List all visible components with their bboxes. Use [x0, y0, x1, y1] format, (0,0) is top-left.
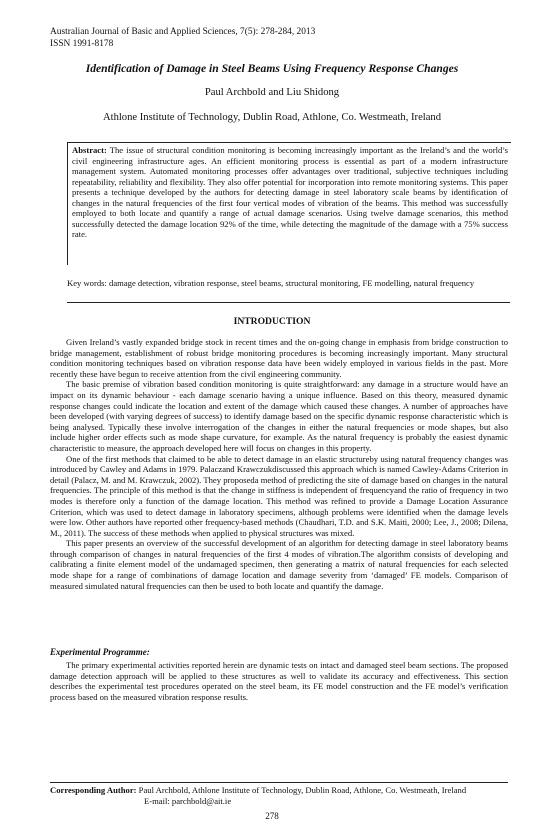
keywords-label: Key words:	[67, 278, 107, 288]
experimental-body	[50, 660, 508, 702]
corresponding-label: Corresponding Author:	[50, 785, 137, 795]
intro-paragraph-2: The basic premise of vibration based condition monitoring is quite straightforward: any damage in a structure would have an impact on its dynamic behaviour - each damage scenario having a unique influence. Based on this theory, measured dynamic response changes could indicate the location and extent of the damage which caused these changes. A number of approaches have been developed (with varying degrees of success) to identify damage based on the specific dynamic response characteristic which is being analysed. Typically these involve interrogation of the changes in either the natural frequencies or mode shapes, but also include higher order effects such as mode shape curvature, for example. As the natural frequency is probably the easiest dynamic characteristic to measure, the approach developed here will focus on changes in this property.	[50, 379, 508, 453]
intro-paragraph-3: One of the first methods that claimed to be able to detect damage in an elastic structureby using natural frequency changes was introduced by Cawley and Adams in 1979. Palaczand Krawczukdiscussed this approach which is named Cawley-Adams Criterion in detail (Palacz, M. and M. Krawczuk, 2002). They proposeda method of predicting the site of damage based on changes in the natural frequencies. The principle of this method is that the change in stiffness is independent of frequencyand the ratio of frequency in two modes is therefore only a function of the damage location. This method was refined to provide a Damage Location Assurance Criterion, which was used to detect damage in laboratory specimens, although problems were identified when the damage levels were low. Other authors have reported other frequency-based methods (Chaudhari, T.D. and S.K. Maiti, 2000; Lee, J., 2008; Dilena, M., 2011). The success of these methods when applied to physical structures was mixed.	[50, 453, 508, 538]
intro-paragraph-1: Given Ireland’s vastly expanded bridge stock in recent times and the on-going change in emphasis from bridge construction to bridge management, establishment of robust bridge monitoring procedures is becoming increasingly important. Many structural condition monitoring techniques based on vibration response data have been widely employed in various fields in the past. More recently these have begun to receive attention from the civil engineering community.	[50, 337, 508, 379]
issn: ISSN 1991-8178	[50, 39, 114, 49]
keywords-text: damage detection, vibration response, steel beams, structural monitoring, FE modelling, natural frequency	[109, 278, 475, 288]
corresponding-email: E-mail: parchbold@ait.ie	[144, 795, 232, 806]
affiliation: Athlone Institute of Technology, Dublin Road, Athlone, Co. Westmeath, Ireland	[102, 112, 442, 123]
abstract	[72, 145, 508, 240]
corresponding-author	[50, 785, 508, 806]
page-number: 278	[265, 811, 279, 821]
authors: Paul Archbold and Liu Shidong	[204, 87, 340, 98]
abstract-label: Abstract:	[72, 145, 107, 155]
journal-header	[50, 26, 315, 50]
footer-divider	[50, 782, 508, 783]
paper-title: Identification of Damage in Steel Beams Using Frequency Response Changes	[85, 62, 459, 75]
introduction-heading: INTRODUCTION	[233, 316, 311, 327]
experimental-paragraph: The primary experimental activities reported herein are dynamic tests on intact and damaged steel beam sections. The proposed damage detection approach will be applied to these structures as well to validate its accuracy and effectiveness. This section describes the experimental test procedures operated on the steel beam, its FE model construction and the FE model’s verification process based on the measured vibration response results.	[50, 660, 508, 702]
keywords	[67, 278, 507, 289]
experimental-heading: Experimental Programme:	[50, 647, 150, 657]
corresponding-text: Paul Archbold, Athlone Institute of Technology, Dublin Road, Athlone, Co. Westmeath, Ireland	[138, 785, 467, 795]
introduction-body	[50, 337, 508, 591]
journal-citation: Australian Journal of Basic and Applied Sciences, 7(5): 278-284, 2013	[50, 27, 316, 37]
abstract-text: The issue of structural condition monitoring is becoming increasingly important as the Ireland’s and the world’s civil engineering infrastructure ages. An efficient monitoring process is essential as part of a modern infrastructure management system. Automated monitoring processes offer advantages over traditional, subjective techniques including repeatability, reliability and flexibility. They also offer potential for incorporation into remote monitoring systems. This paper presents a technique developed by the authors for detecting damage in steel laboratory scale beams by identification of changes in the natural frequencies of the first four vertical modes of vibration of the beams. This method was successfully employed to both locate and quantify a range of actual damage scenarios. Using twelve damage scenarios, this method successfully detected the damage location 92% of the time, while detecting the magnitude of the damage with a 75% success rate.	[72, 145, 508, 239]
keywords-divider	[67, 302, 510, 303]
intro-paragraph-4: This paper presents an overview of the successful development of an algorithm for detecting damage in steel laboratory beams through comparison of changes in natural frequencies of the first 4 modes of vibration.The algorithm consists of developing and calibrating a finite element model of the undamaged specimen, then generating a matrix of natural frequencies for each selected mode shape for a range of combinations of damage location and damage severity from ‘damaged’ FE models. Comparison of measured simulated natural frequencies can then be used to both locate and quantify the damage.	[50, 538, 508, 591]
